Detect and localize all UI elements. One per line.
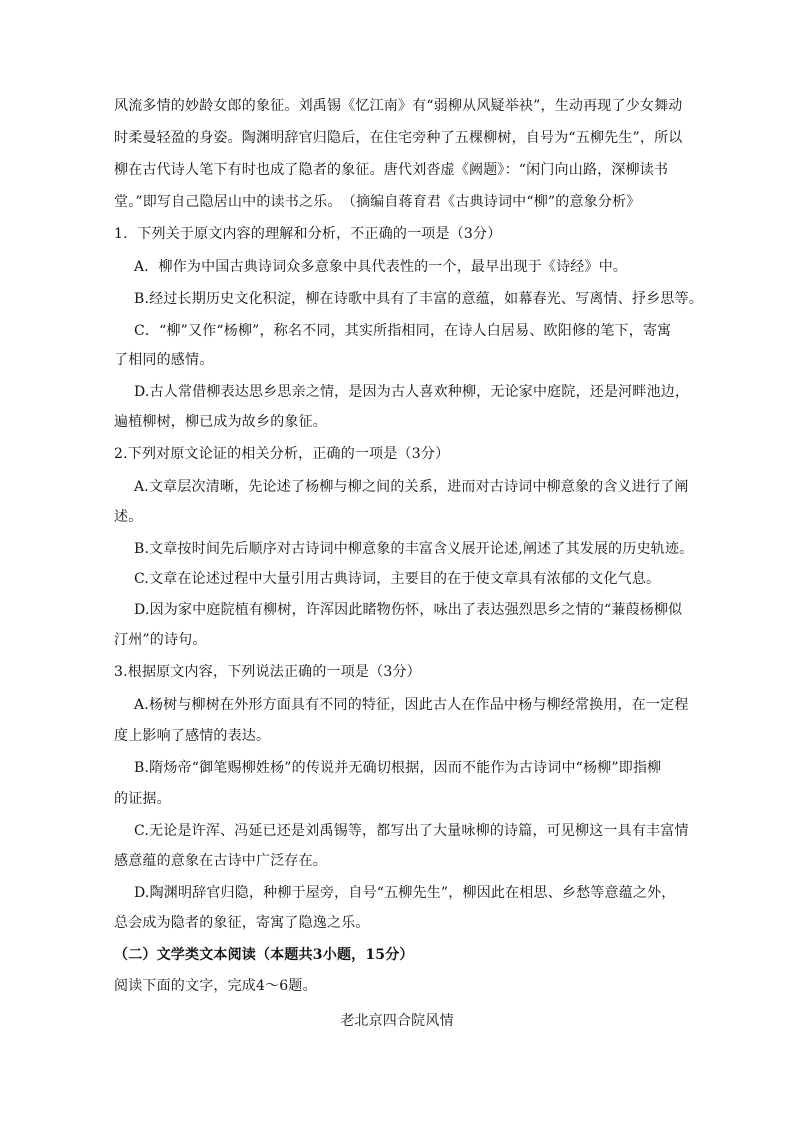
passage-line: 堂。”即写自己隐居山中的读书之乐。 （摘编自蒋育君《古典诗词中“柳”的意象分析》	[114, 194, 641, 210]
passage-line: 柳在古代诗人笔下有时也成了隐者的象征。唐代刘沓虚《阙题》：“闲门向山路，深柳读书	[114, 162, 669, 178]
question-3-option-c: C.无论是许浑、冯延已还是刘禹锡等，都写出了大量咏柳的诗篇，可见柳这一具有丰富情	[134, 823, 689, 839]
question-3-option-d-cont: 总会成为隐者的象征，寄寓了隐逸之乐。	[114, 915, 370, 931]
question-2-option-d: D.因为家中庭院植有柳树，许浑因此睹物伤怀，咏出了表达强烈思乡之情的“蒹葭杨柳似	[134, 602, 683, 618]
question-3-option-c-cont: 感意蕴的意象在古诗中广泛存在。	[114, 853, 327, 869]
question-2-stem: 2.下列对原文论证的相关分析，正确的一项是（3分）	[114, 446, 450, 462]
question-3-option-a-cont: 度上影响了感情的表达。	[114, 728, 271, 744]
question-1-option-d: D.古人常借柳表达思乡思亲之情，是因为古人喜欢种柳，无论家中庭院，还是河畔池边，	[134, 384, 690, 400]
question-3-option-b: B.隋炀帝“御笔赐柳姓杨”的传说并无确切根据，因而不能作为古诗词中“杨柳”即指柳	[134, 760, 662, 776]
question-1-option-d-cont: 遍植柳树，柳已成为故乡的象征。	[114, 414, 327, 430]
question-2-option-a: A.文章层次清晰，先论述了杨柳与柳之间的关系，进而对古诗词中柳意象的含义进行了阐	[134, 479, 689, 495]
question-2-option-d-cont: 汀州”的诗句。	[114, 632, 207, 648]
question-1-option-c: C．“柳”又作“杨柳”，称名不同，其实所指相同，在诗人白居易、欧阳修的笔下，寄寓	[134, 323, 672, 339]
passage-line: 时柔曼轻盈的身姿。陶渊明辞官归隐后，在住宅旁种了五棵柳树，自号为“五柳先生”，所以	[114, 130, 683, 146]
question-1-option-c-cont: 了相同的感情。	[114, 352, 214, 368]
question-3-option-b-cont: 的证据。	[114, 791, 171, 807]
question-3-stem: 3.根据原文内容，下列说法正确的一项是（3分）	[114, 664, 421, 680]
section-heading: （二）文学类文本阅读（本题共3小题，15分）	[114, 947, 414, 963]
article-title: 老北京四合院风情	[340, 1013, 454, 1029]
question-2-option-c: C.文章在论述过程中大量引用古典诗词，主要目的在于使文章具有浓郁的文化气息。	[134, 571, 661, 587]
question-1-option-b: B.经过长期历史文化积淀，柳在诗歌中具有了丰富的意蕴，如幕春光、写离情、抒乡思等。	[134, 291, 703, 307]
question-2-option-a-cont: 述。	[114, 509, 143, 525]
question-3-option-a: A.杨树与柳树在外形方面具有不同的特征，因此古人在作品中杨与柳经常换用，在一定程	[134, 697, 689, 713]
question-3-option-d: D.陶渊明辞官归隐，种柳于屋旁，自号“五柳先生”，柳因此在相思、乡愁等意蕴之外，	[134, 885, 676, 901]
question-1-option-a: A．柳作为中国古典诗词众多意象中具代表性的一个，最早出现于《诗经》中。	[134, 259, 628, 275]
question-1-stem: 1．下列关于原文内容的理解和分析，不正确的一项是（3分）	[114, 226, 502, 242]
question-2-option-b: B.文章按时间先后顺序对古诗词中柳意象的丰富含义展开论述,阐述了其发展的历史轨迹。	[134, 541, 694, 557]
passage-line: 风流多情的妙龄女郎的象征。刘禹锡《忆江南》有“弱柳从风疑举袂”，生动再现了少女舞动	[114, 98, 683, 114]
section-instruction: 阅读下面的文字，完成4～6题。	[114, 978, 317, 994]
